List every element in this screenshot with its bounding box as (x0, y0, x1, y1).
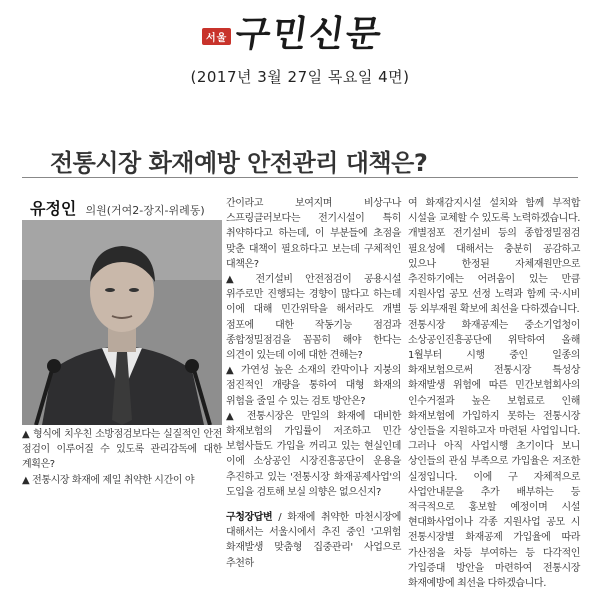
newspaper-masthead (190, 6, 410, 56)
newspaper-logo: 구민신문 (232, 13, 386, 55)
question-paragraph: ▲ 전통시장 화재에 제일 취약한 시간이 야 (22, 474, 195, 486)
question-paragraph: ▲ 전통시장은 만일의 화재에 대비한 화재보험의 가입률이 저조하고 민간 보험사들도 가입을 꺼리고 있는 현실인데 이에 소상공인 시장진흥공단이 운용을 추진하고 있는 '전통시장 화재공제사업'의 도입을 검토해 보실 의향은 없으신지? (226, 410, 401, 498)
region-badge: 서울 (202, 28, 231, 45)
article-column-3 (408, 196, 580, 591)
member-portrait-photo (22, 220, 222, 425)
publication-dateline: (2017년 3월 27일 목요일 4면) (190, 68, 410, 86)
answer-paragraph (226, 510, 401, 571)
headline-divider (22, 177, 578, 178)
answer-paragraph: 전통시장 화재공제는 중소기업청이 소상공인진흥공단에 위탁하여 올해 1월부터 시행 중인 일종의 화재보험으로써 전통시장 특성상 화재발생 위험에 따른 민간보험회사의 인수거절과 높은 보험료로 인해 화재보험에 가입하지 못하는 전통시장 상인들을 지원하고자 마련된 사업입니다. 그러나 아직 사업시행 초기이다 보니 상인들의 관심 부족으로 가입율은 저조한 실정입니다. 이에 구 자체적으로 사업안내문을 추가 배부하는 등 적극적으로 홍보할 예정이며 시설 현대화사업이나 각종 지원사업 공모 시 전통시장별 화재공제 가입율에 따라 가산점을 차등 부여하는 등 다각적인 가입증대 방안을 마련하여 전통시장 화재예방에 최선을 다하겠습니다. (408, 319, 580, 590)
article-column-2 (226, 196, 401, 571)
article-column-1 (22, 427, 222, 488)
article-headline: 전통시장 화재예방 안전관리 대책은? (50, 149, 428, 177)
question-paragraph: ▲ 전기설비 안전점검이 공용시설 위주로만 진행되는 경향이 많다고 하는데 이에 대해 민간위탁을 해서라도 개별 점포에 대한 작동기능 점검과 종합정밀점검을 꼼꼼히 해야 한다는 의견이 있는데 이에 대한 견해는? (226, 274, 401, 362)
council-member-byline (30, 196, 205, 219)
question-paragraph: 간이라고 보여지며 비상구나 스프링클러보다는 전기시설이 특히 취약하다고 하는데, 이 부분들에 초점을 맞춘 대책이 필요하다고 보는데 구체적인 대책은? (226, 198, 401, 270)
member-title: 의원(거여2-장지-위례동) (85, 204, 205, 217)
answer-paragraph: 여 화재감지시설 설치와 함께 부적합 시설을 교체할 수 있도록 노력하겠습니다. 개별점포 전기설비 등의 종합정밀점검 필요성에 대해서는 충분히 공감하고 있으나 한정된 자체재원만으로 추진하기에는 어려움이 있는 만큼 지원사업 공모 선정 노력과 함께 국·시비 등 외부재원 확보에 최선을 다하겠습니다. (408, 198, 580, 316)
member-name: 유정인 (30, 199, 77, 218)
answer-text: / 화재에 취약한 마천시장에 대해서는 서울시에서 추진 중인 '고위험 화재발생 맞춤형 집중관리' 사업으로 추천하 (226, 512, 401, 569)
answer-label: 구청장답변 (226, 512, 273, 524)
question-paragraph: ▲ 가연성 높은 소재의 칸막이나 지붕의 점진적인 개량을 통하여 대형 화재의 위험을 줄일 수 있는 검토 방안은? (226, 365, 401, 407)
question-paragraph: ▲ 형식에 치우친 소방점검보다는 실질적인 안전 점검이 이루어질 수 있도록 관리감독에 대한 계획은? (22, 429, 222, 471)
